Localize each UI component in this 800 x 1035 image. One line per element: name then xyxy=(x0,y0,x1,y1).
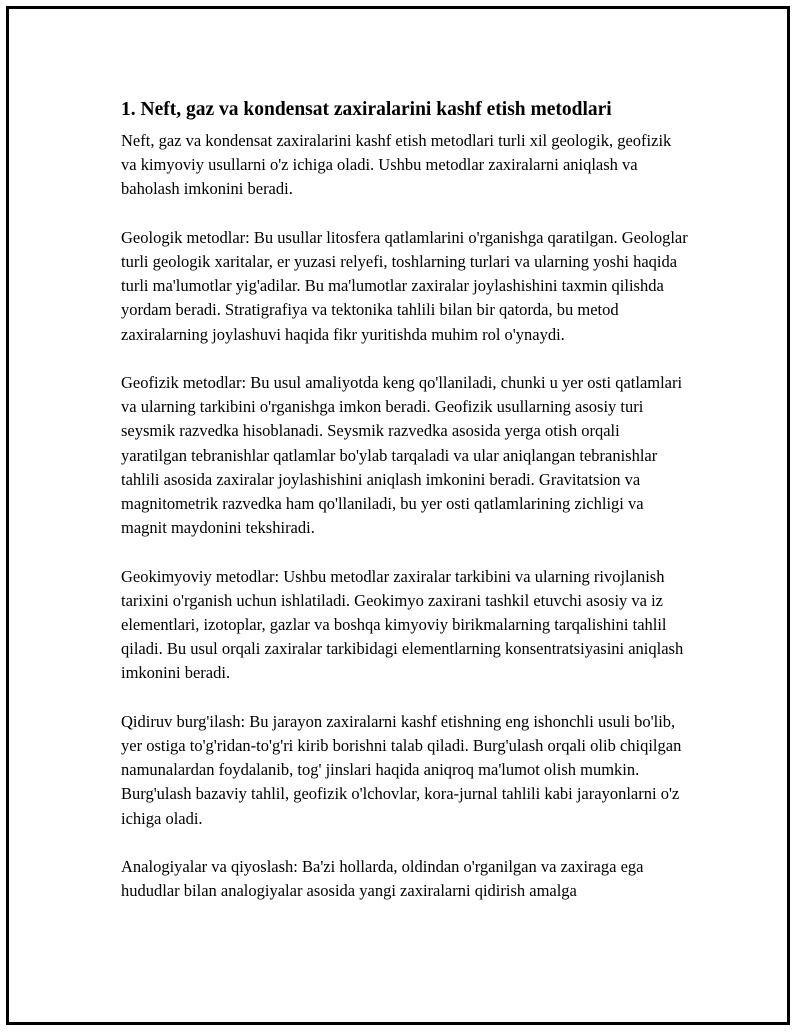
paragraph-geochemical-methods: Geokimyoviy metodlar: Ushbu metodlar zaxiralar tarkibini va ularning rivojlanish tarixini o'rganish uchun ishlatiladi. Geokimyo zaxirani tashkil etuvchi asosiy va iz elementlari, izotoplar, gazlar va boshqa kimyoviy birikmalarning tarqalishini tahlil qiladi. Bu usul orqali zaxiralar tarkibidagi elementlarning konsentratsiyasini aniqlash imkonini beradi. xyxy=(121,566,684,683)
paragraph-geophysical-methods: Geofizik metodlar: Bu usul amaliyotda keng qo'llaniladi, chunki u yer osti qatlamlari va ularning tarkibini o'rganishga imkon beradi. Geofizik usullarning asosiy turi seysmik razvedka hisoblanadi. Seysmik razvedka asosida yerga otish orqali yaratilgan tebranishlar qatlamlar bo'ylab tarqaladi va ular aniqlangan tebranishlar tahlili asosida zaxiralar joylashishini aniqlash imkonini beradi. Gravitatsion va magnitometrik razvedka ham qo'llaniladi, bu yer osti qatlamlarining zichligi va magnit maydonini tekshiradi. xyxy=(121,373,683,538)
paragraph-exploration-drilling: Qidiruv burg'ilash: Bu jarayon zaxiralarni kashf etishning eng ishonchli usuli bo'lib, yer ostiga to'g'ridan-to'g'ri kirib borishni talab qiladi. Burg'ulash orqali olib chiqilgan namunalardan foydalanib, tog' jinslari haqida aniqroq ma'lumot olish mumkin. Burg'ulash bazaviy tahlil, geofizik o'lchovlar, kora-jurnal tahlili kabi jarayonlarni o'z ichiga oladi. xyxy=(121,711,682,828)
paragraph-analogies: Analogiyalar va qiyoslash: Ba'zi hollarda, oldindan o'rganilgan va zaxiraga ega hududlar bilan analogiyalar asosida yangi zaxiralarni qidirish amalga xyxy=(121,857,644,901)
paragraph-intro: Neft, gaz va kondensat zaxiralarini kashf etish metodlari turli xil geologik, geofizik va kimyoviy usullarni o'z ichiga oladi. Ushbu metodlar zaxiralarni aniqlash va baholash imkonini beradi. xyxy=(121,131,672,199)
page-border xyxy=(6,6,790,1025)
paragraph-geological-methods: Geologik metodlar: Bu usullar litosfera qatlamlarini o'rganishga qaratilgan. Geologlar turli geologik xaritalar, er yuzasi relyefi, toshlarning turlari va ularning yoshi haqida turli ma'lumotlar yig'adilar. Bu ma'lumotlar zaxiralar joylashishini taxmin qilishda yordam beradi. Stratigrafiya va tektonika tahlili bilan bir qatorda, bu metod zaxiralarning joylashuvi haqida fikr yuritishda muhim rol o'ynaydi. xyxy=(121,227,688,344)
document-body xyxy=(121,97,689,928)
section-heading: 1. Neft, gaz va kondensat zaxiralarini kashf etish metodlari xyxy=(121,99,612,120)
